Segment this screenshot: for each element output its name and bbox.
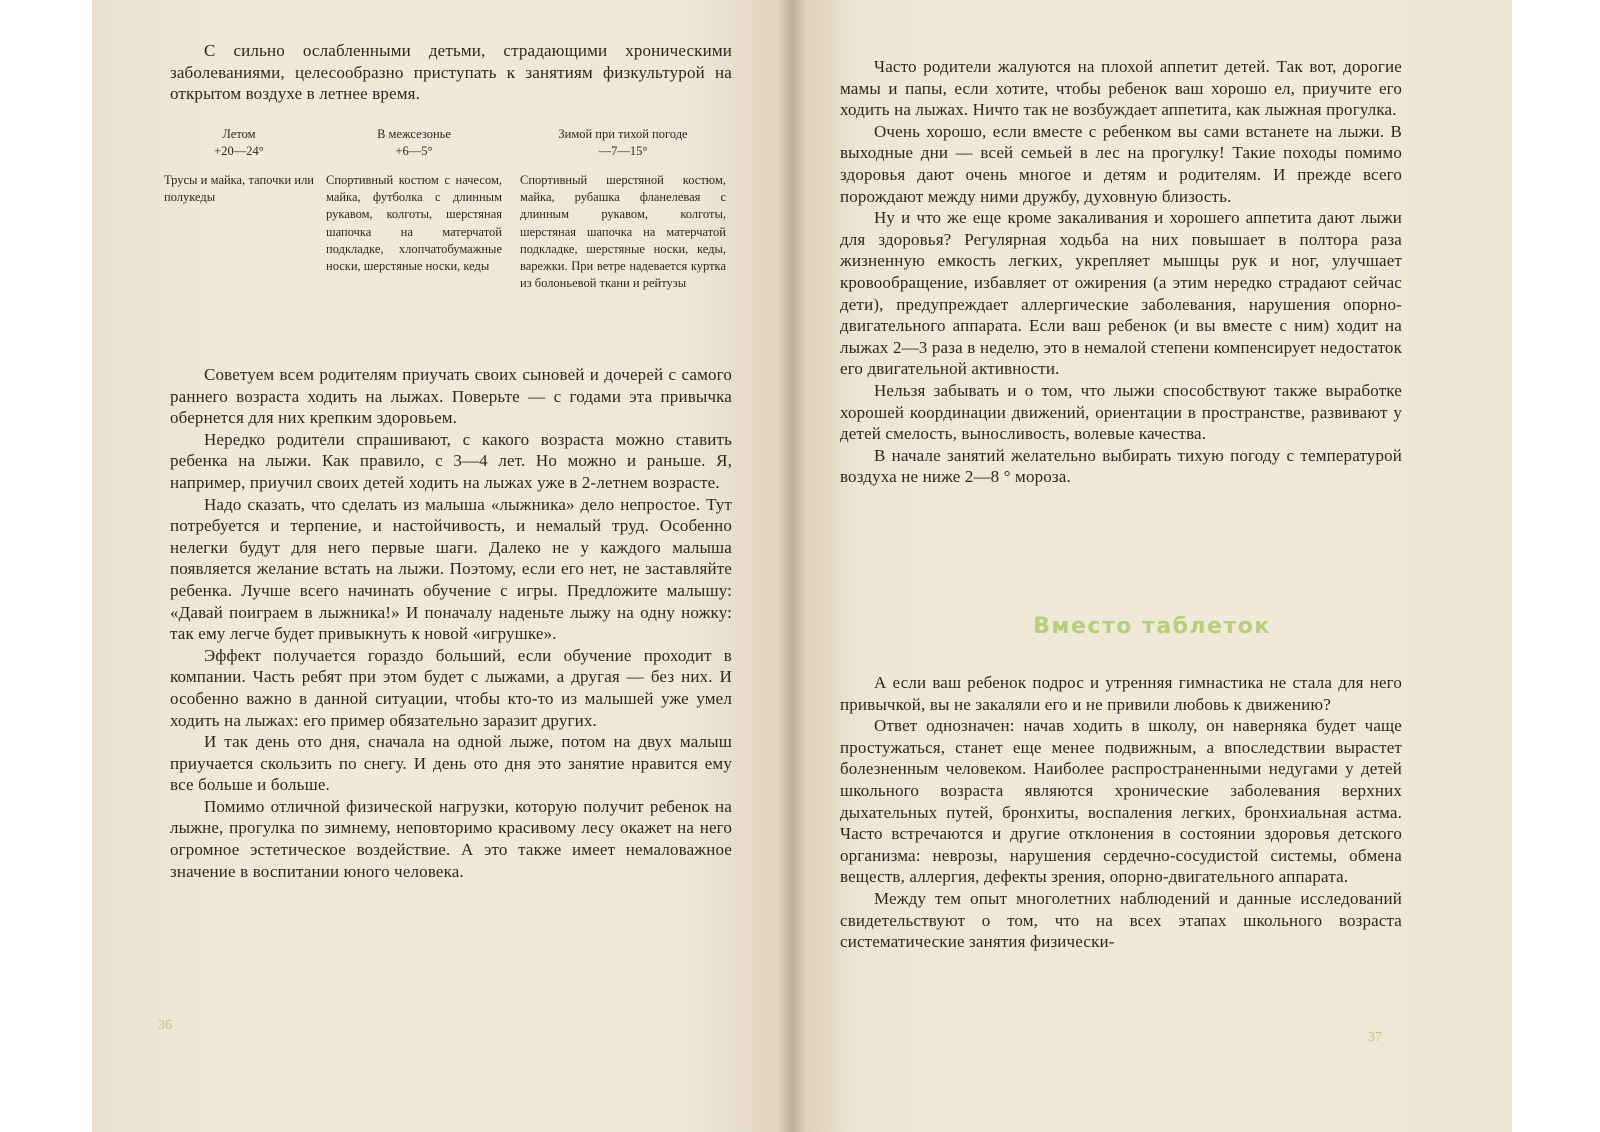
paragraph: Часто родители жалуются на плохой аппетит детей. Так вот, дорогие мамы и папы, если хотите, чтобы ребенок ваш хорошо ел, приучите его ходить на лыжах. Ничто так не возбуждает аппетита, как лыжная прогулка. — [840, 57, 1402, 120]
table-header-winter — [520, 126, 726, 160]
paragraph: В начале занятий желательно выбирать тихую погоду с температурой воздуха не ниже 2—8 ° мороза. — [840, 445, 1402, 487]
paragraph: Нельзя забывать и о том, что лыжи способствуют также выработке хорошей координации движений, ориентации в пространстве, развивают у детей смелость, выносливость, волевые качества. — [840, 380, 1402, 444]
table-cell-offseason: Спортивный костюм с начесом, майка, футболка с длинным рукавом, колготы, шерстяная шапочка на матерчатой подкладке, хлопчатобумажные носки, шерстяные носки, кеды — [326, 173, 502, 274]
table-header-offseason — [326, 126, 502, 160]
book-spread — [92, 0, 1512, 1132]
table-header-summer — [164, 126, 314, 160]
page-number-right: 37 — [1368, 1030, 1382, 1045]
paragraph: Ответ однозначен: начав ходить в школу, он наверняка будет чаще простужаться, станет еще менее подвижным, а впоследствии вырастет болезненным человеком. Наиболее распространенными недугами у детей школьного возраста являются хронические заболевания верхних дыхательных путей, бронхиты, воспаления легких, бронхиальная астма. Часто встречаются и другие отклонения в состоянии здоровья детского организма: неврозы, нарушения сердечно-сосудистой системы, обмена веществ, аллергия, дефекты зрения, опорно-двигательного аппарата. — [840, 716, 1402, 887]
intro-paragraph — [170, 40, 732, 105]
paragraph: Между тем опыт многолетних наблюдений и данные исследований свидетельствуют о том, что на всех этапах школьного возраста систематические занятия физически- — [840, 888, 1402, 952]
right-page — [792, 0, 1512, 1132]
paragraph: Нередко родители спрашивают, с какого возраста можно ставить ребенка на лыжи. Как правило, с 3—4 лет. Но можно и раньше. Я, например, приучил своих детей ходить на лыжах уже в 2-летнем возрасте. — [170, 429, 732, 492]
paragraph: С сильно ослабленными детьми, страдающими хроническими заболеваниями, целесообразно приступать к занятиям физкультурой на открытом воздухе в летнее время. — [170, 41, 732, 104]
paragraph: И так день ото дня, сначала на одной лыже, потом на двух малыш приучается скользить по снегу. И день ото дня это занятие нравится ему все больше и больше. — [170, 732, 732, 795]
paragraph: Надо сказать, что сделать из малыша «лыжника» дело непростое. Тут потребуется и терпение, и настойчивость, и немалый труд. Особенно нелегки будут для него первые шаги. Далеко не у каждого малыша появляется желание встать на лыжи. Поэтому, если его нет, не заставляйте ребенка. Лучше всего начинать обучение с игры. Предложите малышу: «Давай поиграем в лыжника!» И поначалу наденьте лыжу на одну ножку: так ему легче будет привыкнуть к новой «игрушке». — [170, 494, 732, 644]
page-number-left: 36 — [158, 1018, 172, 1033]
table-cell-summer: Трусы и майка, тапочки или полукеды — [164, 173, 314, 205]
right-body-text-bottom — [840, 672, 1402, 953]
left-page — [92, 0, 792, 1132]
paragraph: Эффект получается гораздо больший, если обучение проходит в компании. Часть ребят при этом будет с лыжами, а другая — без них. И особенно важно в данной ситуации, чтобы кто-то из малышей уже умел ходить на лыжах: его пример обязательно заразит других. — [170, 645, 732, 730]
left-body-text — [170, 364, 732, 882]
table-cell-winter: Спортивный шерстяной костюм, майка, рубашка фланелевая с длинным рукавом, колготы, шерстяная шапочка на матерчатой подкладке, шерстяные носки, кеды, варежки. При ветре надевается куртка из болоньевой ткани и рейтузы — [520, 173, 726, 291]
header-temp: —7—15° — [598, 144, 648, 159]
paragraph: А если ваш ребенок подрос и утренняя гимнастика не стала для него привычкой, вы не закаляли его и не привили любовь к движению? — [840, 673, 1402, 714]
section-heading: Вместо таблеток — [1033, 614, 1271, 639]
header-season: Летом — [222, 127, 256, 141]
paragraph: Очень хорошо, если вместе с ребенком вы сами встанете на лыжи. В выходные дни — всей семьей в лес на прогулку! Такие походы помимо здоровья дают очень многое и детям и родителям. И прежде всего порождают между ними дружбу, духовную близость. — [840, 121, 1402, 206]
header-temp: +6—5° — [395, 144, 433, 159]
paragraph: Ну и что же еще кроме закаливания и хорошего аппетита дают лыжи для здоровья? Регулярная ходьба на них повышает в полтора раза жизненную емкость легких, укрепляет мышцы рук и ног, улучшает кровообращение, избавляет от ожирения (а этим нередко страдают сейчас дети), предупреждает аллергические заболевания, нарушения опорно-двигательного аппарата. Если ваш ребенок (и вы вместе с ним) ходит на лыжах 2—3 раза в неделю, это в немалой степени компенсирует недостаток его двигательной активности. — [840, 208, 1402, 379]
header-temp: +20—24° — [214, 144, 264, 159]
right-body-text-top — [840, 56, 1402, 488]
paragraph: Советуем всем родителям приучать своих сыновей и дочерей с самого раннего возраста ходить на лыжах. Поверьте — с годами эта привычка обернется для них крепким здоровьем. — [170, 365, 732, 428]
header-season: В межсезонье — [377, 127, 451, 141]
book-gutter — [778, 0, 806, 1132]
paragraph: Помимо отличной физической нагрузки, которую получит ребенок на лыжне, прогулка по зимнему, неповторимо красивому лесу окажет на него огромное эстетическое воздействие. А это также имеет немаловажное значение в воспитании юного человека. — [170, 796, 732, 881]
header-season: Зимой при тихой погоде — [558, 127, 688, 141]
